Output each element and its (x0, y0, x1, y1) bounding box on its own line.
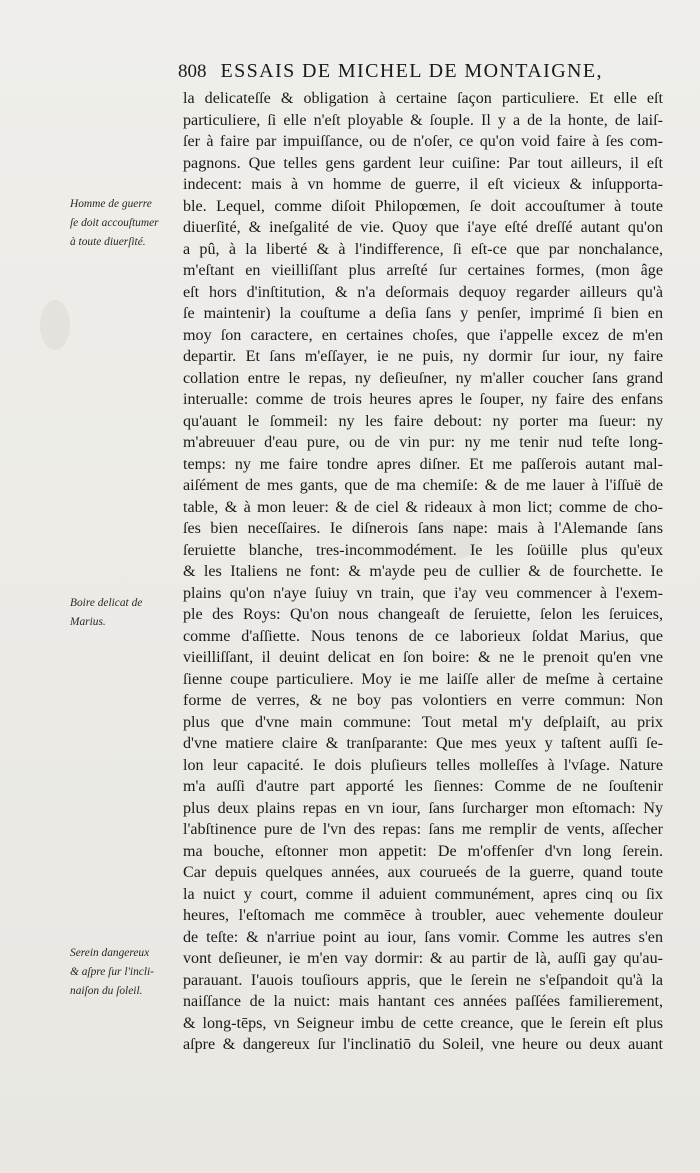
margin-note-line: Boire delicat de (70, 597, 143, 609)
text-line: lon leur capacité. Ie dois pluſieurs telles molleſſes à l'vſage. Nature (183, 756, 663, 774)
text-line: ſeruiette blanche, tres-incommodément. Ie les ſoüille plus qu'eux (183, 541, 663, 559)
text-line: pagnons. Que telles gens gardent leur cuiſine: Par tout ailleurs, il eſt (183, 154, 663, 172)
page-number: 808 (178, 61, 207, 82)
text-line: & les Italiens ne font: & m'ayde peu de cullier & de fourchette. Ie (183, 563, 663, 580)
text-line: diuerſité, & ineſgalité de vie. Quoy que i'aye eſté dreſſé autant qu'on (183, 219, 663, 236)
text-line: Car depuis quelques années, aux courueés de la guerre, quand toute (183, 864, 663, 881)
text-line: table, & à mon leuer: & de ciel & rideaux à mon lict; comme de cho- (183, 498, 663, 516)
margin-note-line: ſe doit accouſtumer (70, 217, 159, 229)
text-line: la nuict y court, comme il aduient communément, apres cinq ou ſix (183, 885, 663, 903)
text-line: naiſſance de la nuict: mais hantant ces années paſſées familierement, (183, 993, 663, 1010)
margin-note-line: Homme de guerre (70, 198, 152, 210)
text-line: departir. Et ſans m'eſſayer, ie ne puis, ny dormir ſur iour, ny faire (183, 348, 663, 365)
text-line: indecent: mais à vn homme de guerre, il eſt vicieux & inſupporta- (183, 176, 663, 193)
text-line: ma bouche, eſtonner mon appetit: De m'offenſer d'vn long ſerein. (183, 842, 663, 860)
text-line: a pû, à la liberté & à l'indifference, ſi eſt-ce que par nonchalance, (183, 240, 663, 258)
text-line: moy ſon caractere, en certaines choſes, que i'appelle excez de m'en (183, 326, 663, 344)
text-line: comme d'aſſiette. Nous tenons de ce laborieux ſoldat Marius, que (183, 627, 663, 645)
body-text (183, 88, 663, 1056)
text-line: plus que d'vne main commune: Tout metal m'y deſplaiſt, au prix (183, 713, 663, 731)
margin-note-line: & aſpre ſur l'incli- (70, 966, 154, 978)
margin-note-line: Marius. (70, 616, 106, 628)
text-line: plains qu'on n'aye ſuiuy vn train, que i'ay veu commencer à l'exem- (183, 584, 663, 602)
text-line: & long-tēps, vn Seigneur imbu de cette creance, que le ſerein eſt plus (183, 1014, 663, 1032)
text-line: interualle: comme de trois heures apres le ſouper, ny faire des enfans (183, 391, 663, 408)
text-line: collation entre le repas, ny deſieuſner, ny m'aller coucher ſans grand (183, 369, 663, 387)
running-title: ESSAIS DE MICHEL DE MONTAIGNE, (220, 60, 603, 82)
margin-note-homme-de-guerre (70, 195, 182, 252)
text-line: forme de verres, & ne boy pas volontiers en verre commun: Non (183, 692, 663, 709)
text-line: m'abreuuer d'eau pure, ou de vin pur: ny me tenir nud teſte long- (183, 434, 663, 451)
text-line: d'vne matiere claire & tranſparante: Que mes yeux y taſtent auſſi ſe- (183, 735, 663, 752)
text-line: de teſte: & n'arriue point au iour, ſans vomir. Comme les autres s'en (183, 928, 663, 946)
text-line: heures, l'eſtomach me commēce à troubler, auec vehemente douleur (183, 907, 663, 924)
text-line: la delicateſſe & obligation à certaine ſaçon particuliere. Et elle eſt (183, 90, 663, 107)
text-line: ſer à faire par impuiſſance, ou de n'oſer, ce qu'on void faire à ſes com- (183, 133, 663, 150)
text-line: eſt hors d'inſtitution, & n'a deſormais dequoy regarder ailleurs qu'à (183, 283, 663, 301)
text-line: vont deſieuner, ie m'en vay dormir: & au partir de là, auſſi gay qu'au- (183, 950, 663, 967)
text-line: temps: ny me faire tondre apres diſner. Et me paſſerois autant mal- (183, 455, 663, 473)
text-line: m'a auſſi d'autre part apporté les ſiennes: Comme de ne ſouſtenir (183, 778, 663, 795)
margin-note-marius (70, 594, 182, 632)
text-line: aſpre & dangereux ſur l'inclinatiō du Soleil, vne heure ou deux auant (183, 1036, 663, 1053)
text-line: particuliere, ſi elle n'eſt ployable & ſouple. Il y a de la honte, de laiſ- (183, 111, 663, 129)
running-head (178, 60, 648, 90)
margin-note-line: naiſon du ſoleil. (70, 985, 143, 997)
text-line: l'abſtinence pure de l'vn des repas: ſans me remplir de vents, aſſecher (183, 821, 663, 838)
text-line: ſe maintenir) la couſtume a deſia ſans y penſer, imprimé ſi bien en (183, 305, 663, 322)
text-line: aiſément de mes gants, que de ma chemiſe: & de me lauer à l'iſſuë de (183, 477, 663, 494)
text-line: plus deux plains repas en vn iour, ſans ſurcharger mon eſtomach: Ny (183, 799, 663, 817)
text-line: vieilliſſant, il deuint delicat en ſon boire: & ne le prenoit qu'en vne (183, 649, 663, 666)
text-line: ſienne coupe particuliere. Moy ie me laiſſe aller de meſme à certaine (183, 670, 663, 688)
text-line: m'eſtant en vieilliſſant plus arreſté ſur certaines formes, (mon âge (183, 262, 663, 279)
margin-note-line: Serein dangereux (70, 947, 150, 959)
margin-note-line: à toute diuerſité. (70, 236, 146, 248)
paper-stain (40, 300, 70, 350)
text-line: qu'auant le ſommeil: ny les faire debout: ny porter ma ſueur: ny (183, 412, 663, 430)
margin-note-serein (70, 944, 182, 1001)
text-line: ple des Roys: Qu'on nous changeaſt de ſeruiette, ſelon les ſeruices, (183, 606, 663, 623)
text-line: parauant. I'auois touſiours appris, que le ſerein ne s'eſpandoit qu'à la (183, 971, 663, 989)
text-line: ble. Lequel, comme diſoit Philopœmen, ſe doit accouſtumer à toute (183, 197, 663, 215)
text-line: ſes bien neceſſaires. Ie diſnerois ſans nape: mais à l'Alemande ſans (183, 520, 663, 537)
